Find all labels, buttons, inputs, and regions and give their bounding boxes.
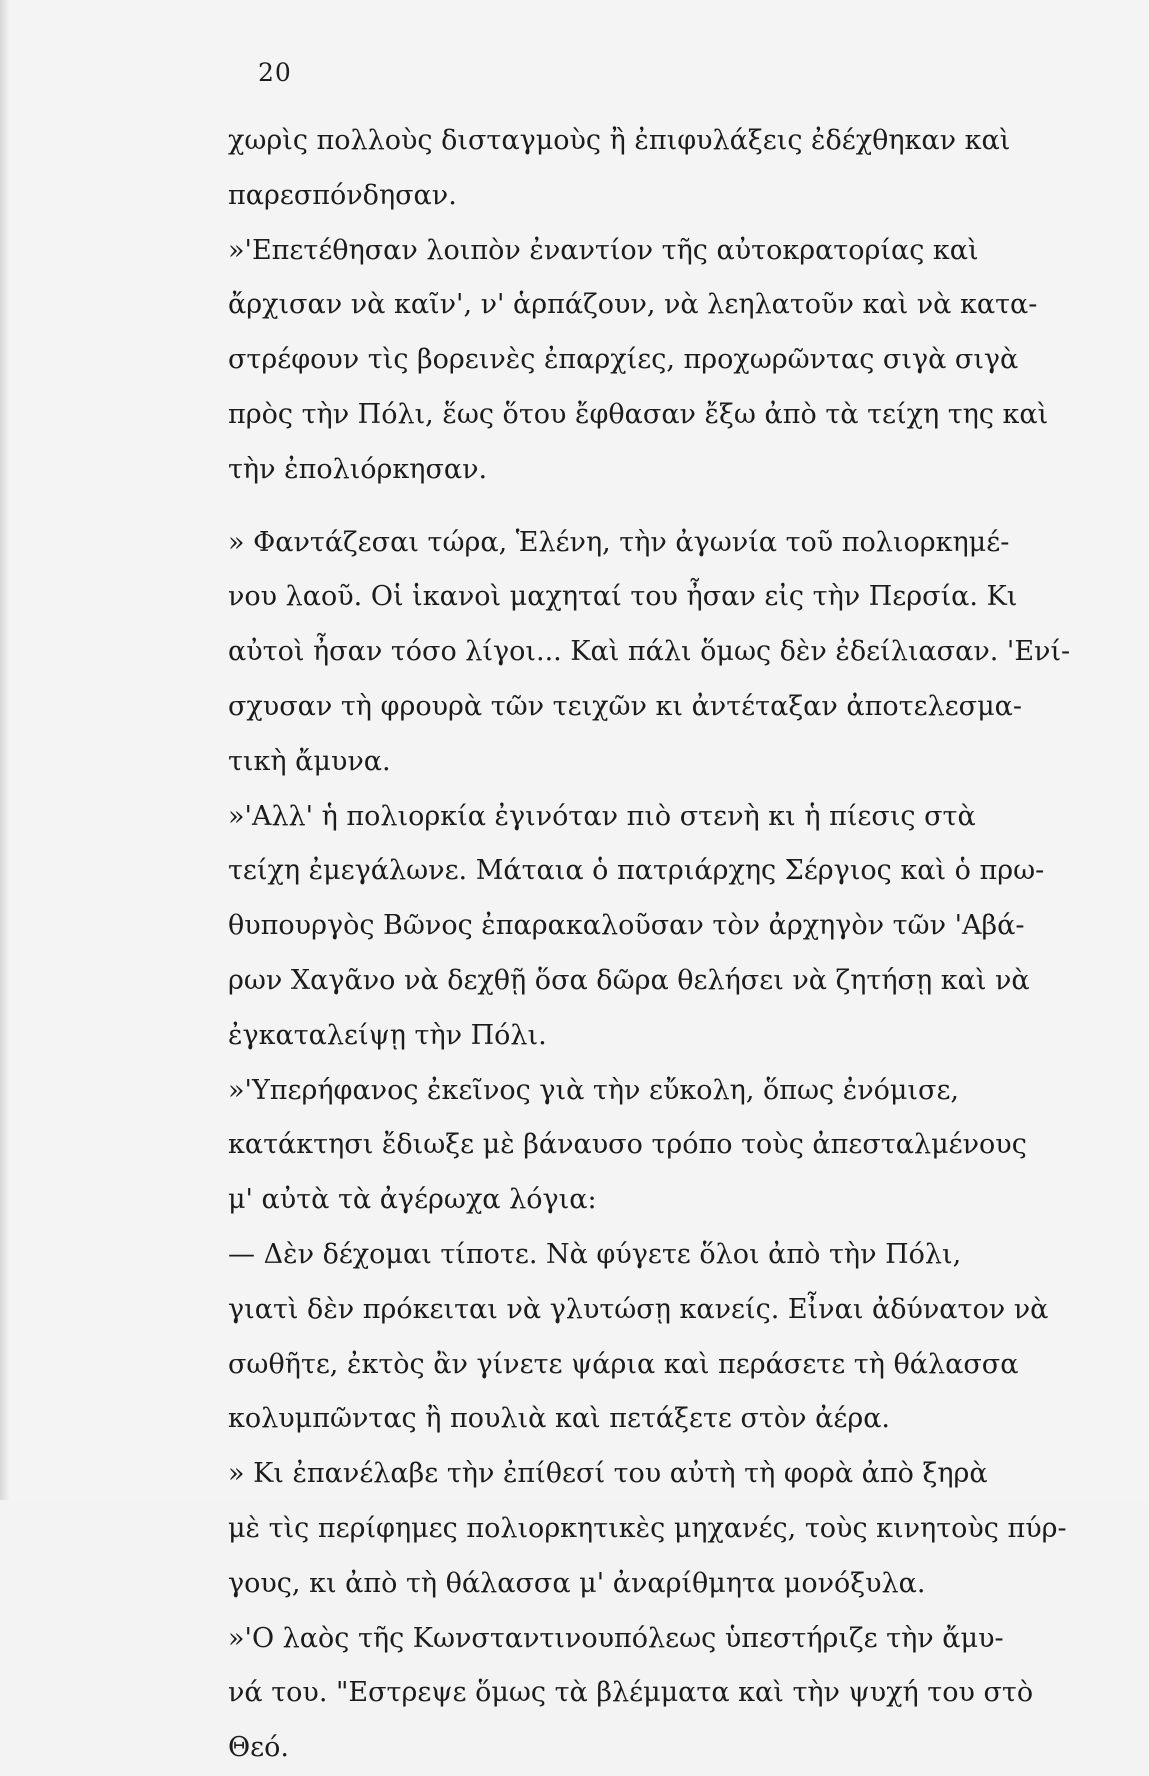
- text-line: μὲ τὶς περίφημες πολιορκητικὲς μηχανές, τοὺς κινητοὺς πύρ-: [228, 1512, 1067, 1544]
- text-line: »'Επετέθησαν λοιπὸν ἐναντίον τῆς αὐτοκρατορίας καὶ: [228, 234, 979, 266]
- text-line: — Δὲν δέχομαι τίποτε. Νὰ φύγετε ὅλοι ἀπὸ τὴν Πόλι,: [228, 1238, 962, 1270]
- text-line: »'Ο λαὸς τῆς Κωνσταντινουπόλεως ὑπεστήριζε τὴν ἄμυ-: [228, 1622, 1004, 1654]
- text-line: τικὴ ἄμυνα.: [228, 745, 391, 777]
- text-line: κατάκτησι ἔδιωξε μὲ βάναυσο τρόπο τοὺς ἀπεσταλμένους: [228, 1129, 1027, 1161]
- text-line: μ' αὐτὰ τὰ ἀγέρωχα λόγια:: [228, 1184, 597, 1216]
- text-line: θυπουργὸς Βῶνος ἐπαρακαλοῦσαν τὸν ἀρχηγὸν τῶν 'Αβά-: [228, 910, 1025, 942]
- text-line: τείχη ἐμεγάλωνε. Μάταια ὁ πατριάρχης Σέργιος καὶ ὁ πρω-: [228, 855, 1045, 887]
- text-line: στρέφουν τὶς βορεινὲς ἐπαρχίες, προχωρῶντας σιγὰ σιγὰ: [228, 344, 1019, 376]
- page-number: 20: [258, 58, 292, 87]
- text-line: αὐτοὶ ἦσαν τόσο λίγοι... Καὶ πάλι ὅμως δὲν ἐδείλιασαν. 'Ενί-: [228, 636, 1071, 668]
- text-line: »'Υπερήφανος ἐκεῖνος γιὰ τὴν εὔκολη, ὅπως ἐνόμισε,: [228, 1074, 960, 1106]
- text-line: κολυμπῶντας ἢ πουλιὰ καὶ πετάξετε στὸν ἀέρα.: [228, 1403, 891, 1435]
- page-edge-shadow: [0, 0, 10, 1500]
- text-line: »'Αλλ' ἡ πολιορκία ἐγινόταν πιὸ στενὴ κι ἡ πίεσις στὰ: [228, 800, 976, 832]
- text-line: νου λαοῦ. Οἱ ἱκανοὶ μαχηταί του ἦσαν εἰς τὴν Περσία. Κι: [228, 581, 1018, 613]
- text-line: » Κι ἐπανέλαβε τὴν ἐπίθεσί του αὐτὴ τὴ φορὰ ἀπὸ ξηρὰ: [228, 1458, 988, 1490]
- text-line: γους, κι ἀπὸ τὴ θάλασσα μ' ἀναρίθμητα μονόξυλα.: [228, 1567, 926, 1599]
- text-line: ἄρχισαν νὰ καῖν', ν' ἁρπάζουν, νὰ λεηλατοῦν καὶ νὰ κατα-: [228, 289, 1038, 321]
- text-line: γιατὶ δὲν πρόκειται νὰ γλυτώσῃ κανείς. Εἶναι ἀδύνατον νὰ: [228, 1293, 1049, 1325]
- body-text: [228, 114, 1071, 1776]
- text-line: χωρὶς πολλοὺς δισταγμοὺς ἢ ἐπιφυλάξεις ἐδέχθηκαν καὶ: [228, 125, 1011, 156]
- text-line: ἐγκαταλείψῃ τὴν Πόλι.: [228, 1019, 547, 1051]
- text-line: σωθῆτε, ἐκτὸς ἂν γίνετε ψάρια καὶ περάσετε τὴ θάλασσα: [228, 1348, 1019, 1380]
- text-line: πρὸς τὴν Πόλι, ἕως ὅτου ἔφθασαν ἔξω ἀπὸ τὰ τείχη της καὶ: [228, 398, 1049, 430]
- text-line: ρων Χαγᾶνο νὰ δεχθῇ ὅσα δῶρα θελήσει νὰ ζητήσῃ καὶ νὰ: [228, 964, 1030, 996]
- text-line: τὴν ἐπολιόρκησαν.: [228, 453, 488, 485]
- text-line: Θεό.: [228, 1732, 289, 1764]
- text-line: σχυσαν τὴ φρουρὰ τῶν τειχῶν κι ἀντέταξαν ἀποτελεσμα-: [228, 690, 1023, 722]
- text-line: » Φαντάζεσαι τώρα, Ἑλένη, τὴν ἀγωνία τοῦ πολιορκημέ-: [228, 526, 1010, 558]
- paragraph-gap: [228, 498, 1058, 516]
- text-line: παρεσπόνδησαν.: [228, 179, 457, 211]
- text-line: νά του. "Εστρεψε ὅμως τὰ βλέμματα καὶ τὴν ψυχή του στὸ: [228, 1677, 1034, 1709]
